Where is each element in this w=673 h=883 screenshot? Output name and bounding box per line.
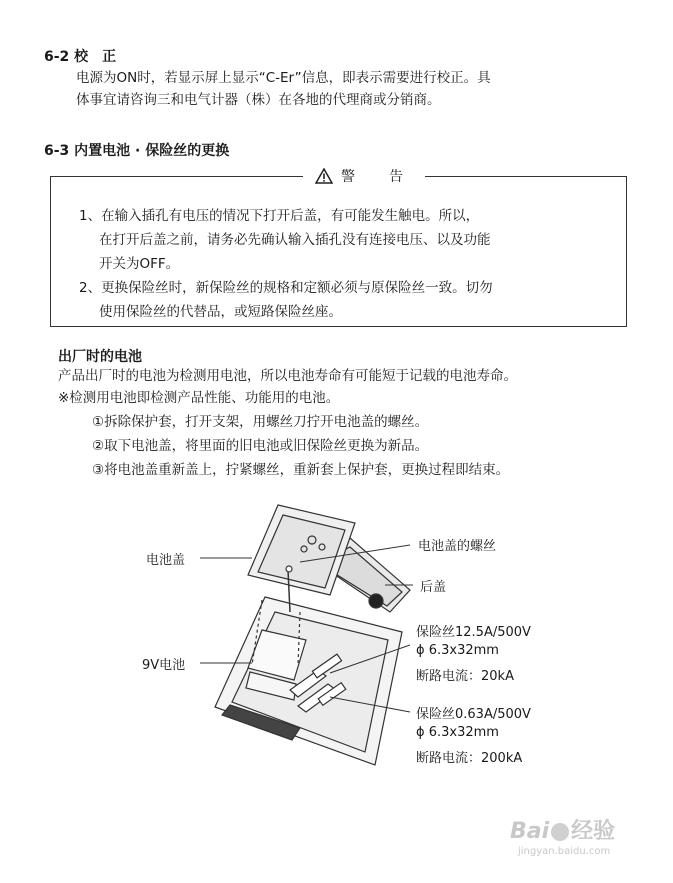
paw-icon [551, 823, 569, 841]
step-3: ③将电池盖重新盖上，拧紧螺丝，重新套上保护套，更换过程即结束。 [92, 462, 510, 478]
warning-title-text: 警 告 [341, 169, 413, 185]
watermark-url: jingyan.baidu.com [518, 846, 611, 857]
battery-line-2: ※检测用电池即检测产品性能、功能用的电池。 [58, 390, 340, 406]
label-fuse2-rating: 保险丝0.63A/500V [416, 707, 531, 722]
battery-fuse-diagram [0, 490, 673, 790]
warning-title [303, 166, 425, 186]
rear-cover-knob [369, 594, 383, 608]
warning-line-3: 开关为OFF。 [99, 256, 180, 272]
label-fuse2-breaking: 断路电流：200kA [416, 751, 523, 766]
warning-triangle-icon [315, 168, 333, 184]
label-fuse1-rating: 保险丝12.5A/500V [416, 625, 531, 640]
warning-line-4: 2、更换保险丝时，新保险丝的规格和定额必须与原保险丝一致。切勿 [79, 280, 493, 296]
warning-line-5: 使用保险丝的代替品，或短路保险丝座。 [99, 304, 342, 320]
step-2: ②取下电池盖，将里面的旧电池或旧保险丝更换为新品。 [92, 438, 429, 454]
label-9v-battery: 9V电池 [142, 658, 186, 673]
label-fuse1-size: ϕ 6.3x32mm [416, 643, 499, 658]
section-6-2-line-2: 体事宜请咨询三和电气计器（株）在各地的代理商或分销商。 [76, 92, 441, 108]
label-battery-cover: 电池盖 [146, 553, 186, 568]
label-fuse1-breaking: 断路电流：20kA [416, 669, 514, 684]
section-6-2-line-1: 电源为ON时，若显示屏上显示“C-Er”信息，即表示需要进行校正。具 [76, 70, 491, 86]
section-6-3-heading: 6-3 内置电池 · 保险丝的更换 [44, 143, 230, 159]
warning-line-2: 在打开后盖之前，请务必先确认输入插孔没有连接电压、以及功能 [99, 232, 491, 248]
label-fuse2-size: ϕ 6.3x32mm [416, 725, 499, 740]
battery-heading: 出厂时的电池 [58, 349, 142, 365]
section-6-2-heading: 6-2 校 正 [44, 49, 117, 65]
battery-line-1: 产品出厂时的电池为检测用电池，所以电池寿命有可能短于记载的电池寿命。 [58, 368, 517, 384]
warning-box [50, 169, 627, 327]
step-1: ①拆除保护套，打开支架，用螺丝刀拧开电池盖的螺丝。 [92, 414, 429, 430]
warning-line-1: 1、在输入插孔有电压的情况下打开后盖，有可能发生触电。所以， [79, 208, 480, 224]
label-rear-cover: 后盖 [420, 580, 447, 595]
label-battery-cover-screw: 电池盖的螺丝 [418, 539, 497, 554]
watermark-brand: Bai 经验 [510, 819, 616, 844]
